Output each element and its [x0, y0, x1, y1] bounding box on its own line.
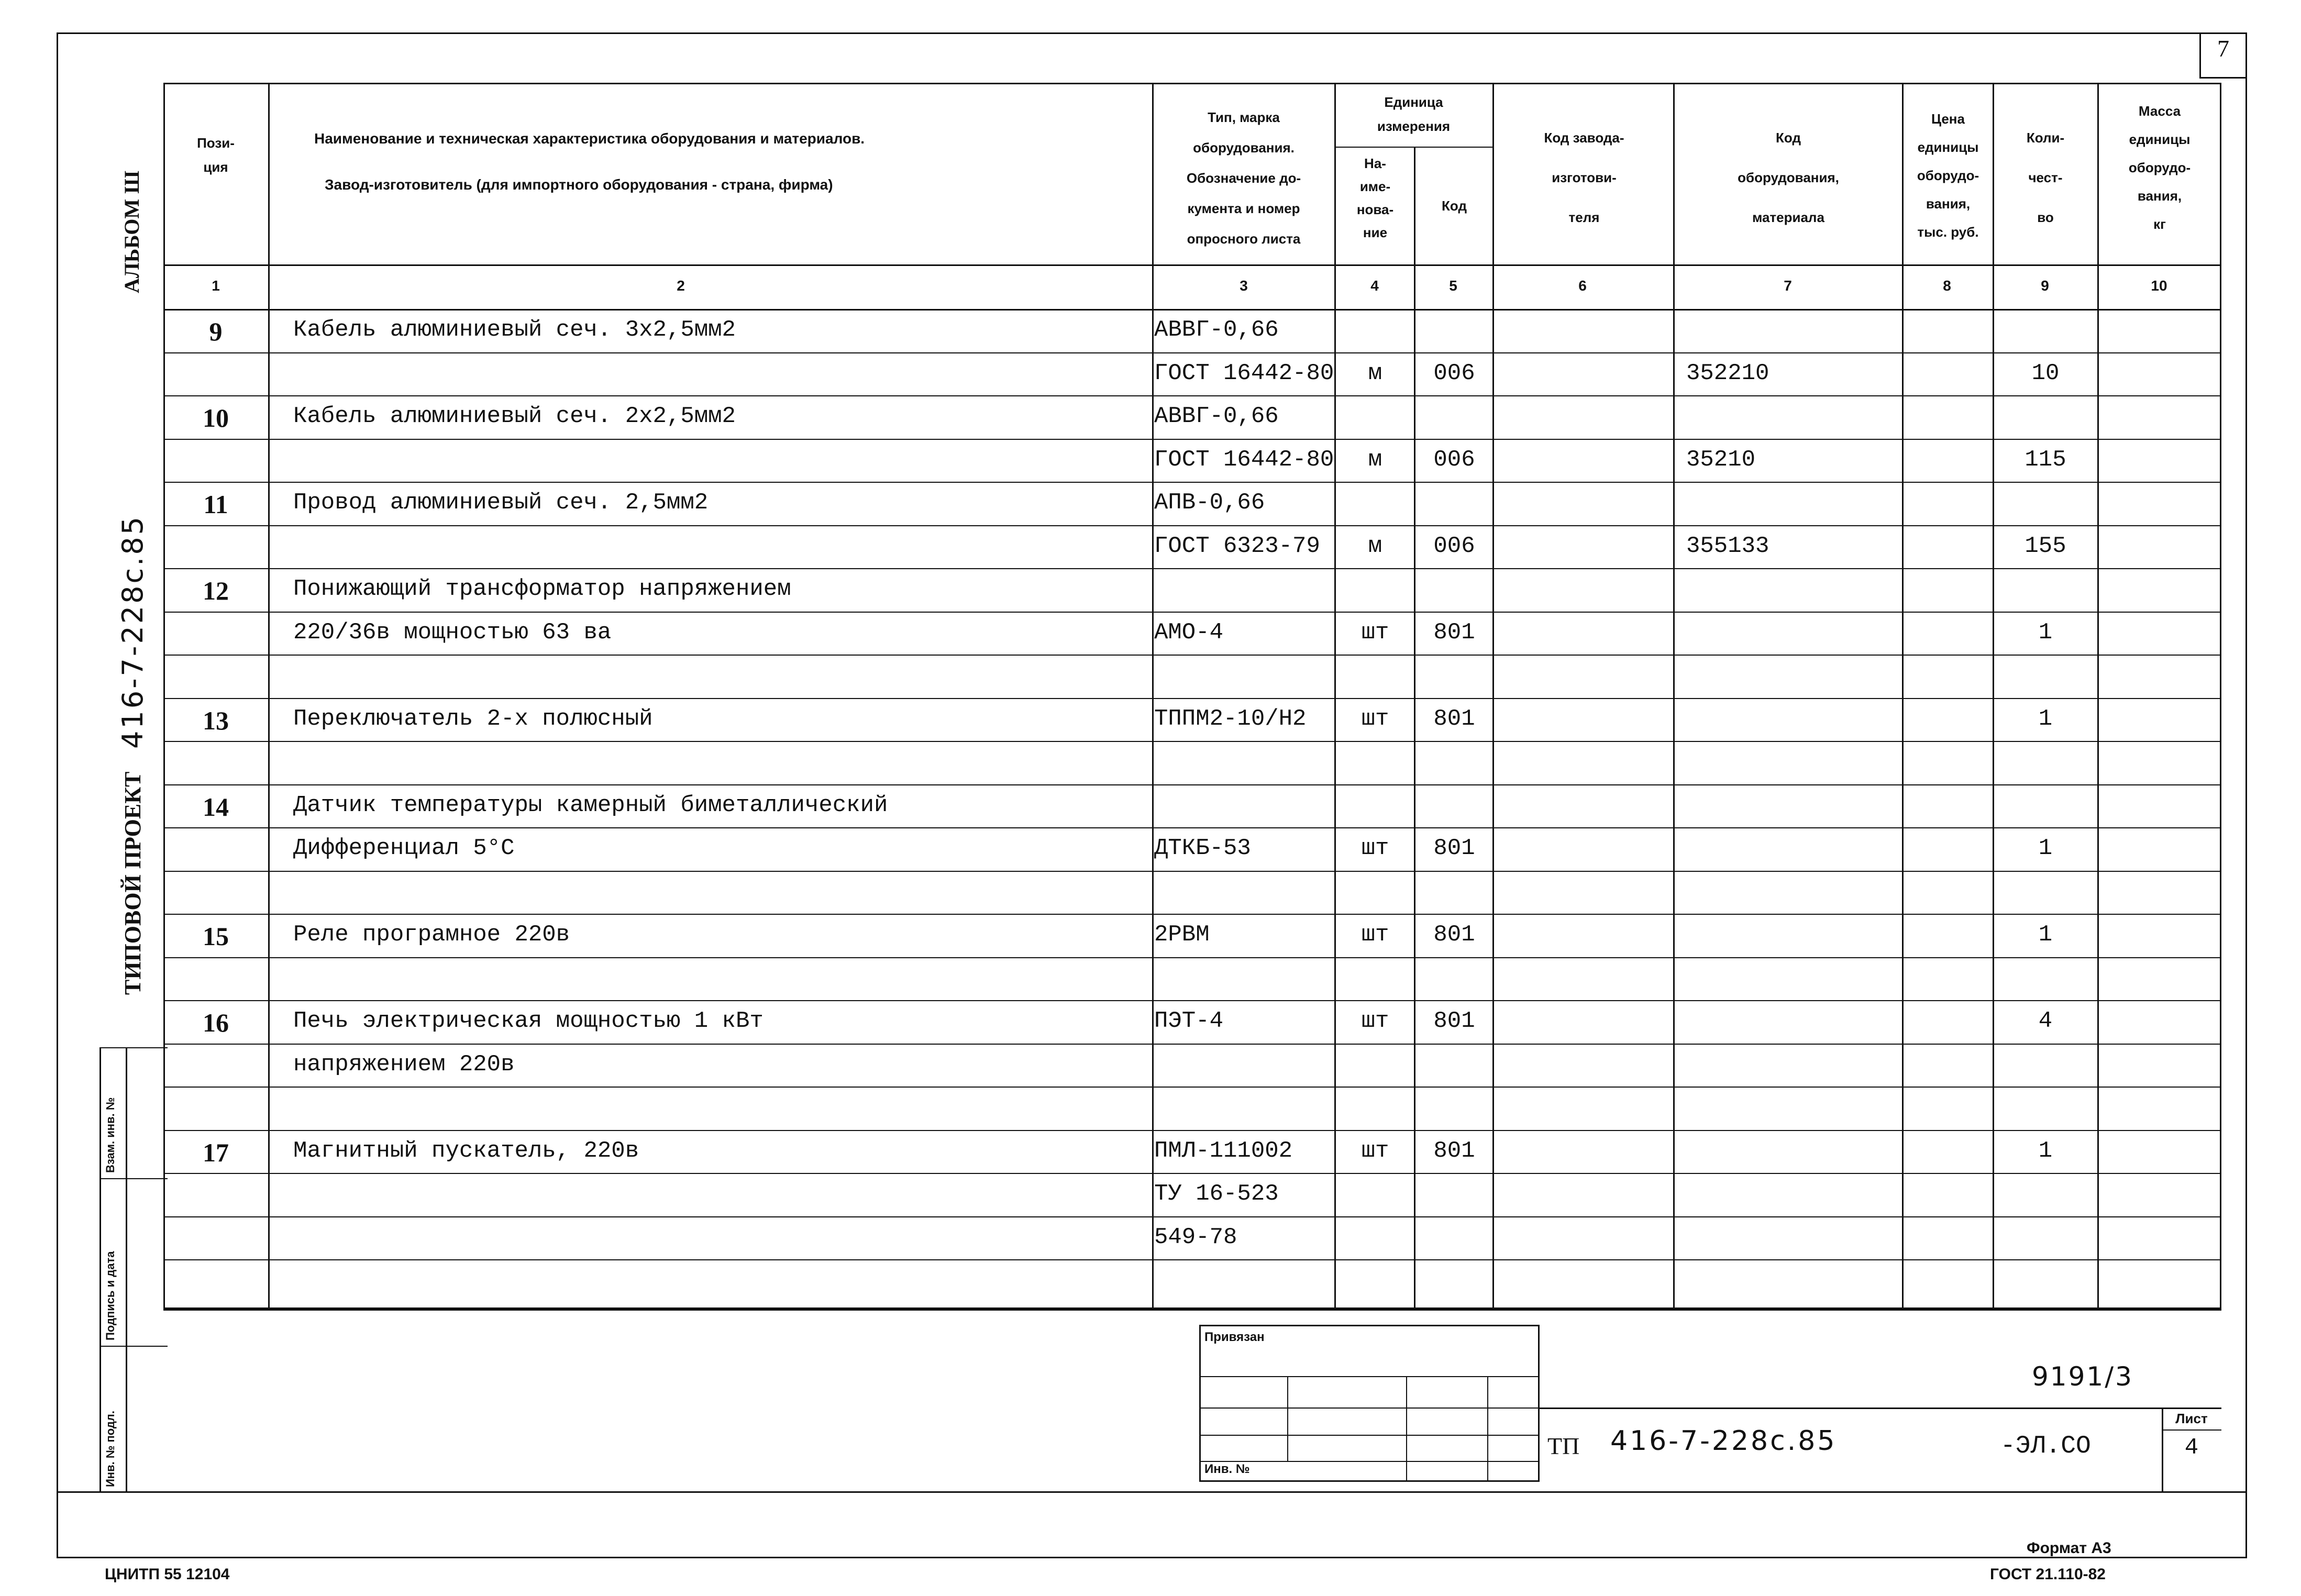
cell-type: ГОСТ 16442-80: [1154, 360, 1334, 386]
row-line: [163, 1259, 2221, 1260]
cell-quantity: 4: [2038, 1008, 2053, 1034]
col-line: [268, 83, 270, 1309]
privyazan-col: [1406, 1376, 1407, 1482]
row-line: [163, 1173, 2221, 1174]
header-unit-code: Код: [1442, 198, 1467, 214]
cell-unit-code: 006: [1433, 360, 1475, 386]
cell-type: АМО-4: [1154, 619, 1224, 646]
cell-material-code: 35210: [1686, 446, 1756, 473]
cell-quantity: 1: [2038, 1137, 2053, 1164]
colnum-10: 10: [2151, 278, 2167, 294]
project-type: ТИПОВОЙ ПРОЕКТ: [120, 771, 146, 995]
list-label: Лист: [2175, 1411, 2208, 1426]
privyazan-box: [1199, 1325, 1540, 1482]
cell-name: Дифференциал 5°С: [293, 835, 515, 861]
title-suffix: -ЭЛ.СО: [2000, 1432, 2091, 1460]
col-line: [1492, 83, 1494, 1309]
row-line: [163, 914, 2221, 915]
header-unit-group: Единица измерения: [1377, 94, 1451, 134]
col-line: [1993, 83, 1994, 1309]
cell-unit: м: [1368, 360, 1382, 386]
side-strip-line: [99, 1047, 101, 1491]
cell-position: 11: [203, 490, 228, 519]
row-line: [163, 957, 2221, 958]
album-label: АЛЬБОМ Ш: [120, 170, 143, 293]
side-project-code: 416-7-228с.85: [116, 514, 149, 749]
colnum-9: 9: [2041, 278, 2049, 294]
row-line: [163, 1087, 2221, 1088]
cell-type: ПЭТ-4: [1154, 1008, 1224, 1034]
row-line: [163, 612, 2221, 613]
cell-position: 17: [203, 1137, 229, 1167]
stamp-label-podpis: Подпись и дата: [104, 1251, 117, 1340]
col-line: [1414, 147, 1415, 1309]
cell-position: 10: [203, 403, 229, 433]
cell-quantity: 1: [2038, 705, 2053, 732]
header-position: Пози- ция: [197, 135, 235, 175]
row-line: [163, 698, 2221, 699]
cell-name: Магнитный пускатель, 220в: [293, 1137, 639, 1164]
cell-type: ТППМ2-10/Н2: [1154, 705, 1307, 732]
tp-label: ТП: [1547, 1433, 1580, 1459]
cell-name: Реле програмное 220в: [293, 922, 570, 948]
cell-unit: шт: [1361, 619, 1389, 646]
col-line: [1152, 83, 1154, 1309]
privyazan-line: [1199, 1407, 1540, 1409]
cell-unit-code: 006: [1433, 446, 1475, 473]
cell-unit-code: 801: [1433, 922, 1475, 948]
cell-position: 9: [209, 317, 223, 346]
cell-type: АПВ-0,66: [1154, 490, 1265, 516]
header-unit-name: На- име- нова- ние: [1356, 156, 1394, 240]
privyazan-col: [1287, 1376, 1288, 1461]
privyazan-line: [1199, 1376, 1540, 1377]
header-name-line1: Наименование и техническая характеристика оборудования и материалов.: [314, 130, 865, 147]
row-line: [163, 784, 2221, 785]
row-line: [163, 1216, 2221, 1217]
cell-position: 16: [203, 1008, 229, 1037]
cell-position: 14: [203, 792, 229, 822]
cell-unit-code: 801: [1433, 1008, 1475, 1034]
cell-quantity: 1: [2038, 922, 2053, 948]
footer-left: ЦНИТП 55 12104: [105, 1566, 230, 1583]
header-price: Цена единицы оборудо- вания, тыс. руб.: [1917, 111, 1979, 240]
cell-name: Переключатель 2-х полюсный: [293, 705, 653, 732]
cell-unit: шт: [1361, 922, 1389, 948]
cell-position: 13: [203, 705, 229, 735]
unit-group-divider: [1334, 147, 1492, 148]
cell-type: ПМЛ-111002: [1154, 1137, 1293, 1164]
row-line: [163, 439, 2221, 440]
cell-name: напряжением 220в: [293, 1051, 515, 1078]
header-factory-code: Код завода- изготови- теля: [1544, 130, 1624, 225]
footer-format: Формат А3: [2027, 1539, 2111, 1557]
col-line: [1902, 83, 1904, 1309]
page-number: 7: [2217, 35, 2229, 62]
cell-unit-code: 801: [1433, 835, 1475, 861]
colnum-6: 6: [1578, 278, 1587, 294]
cell-type: АВВГ-0,66: [1154, 403, 1279, 429]
privyazan-col: [1487, 1376, 1488, 1482]
row-line: [163, 827, 2221, 828]
cell-position: 15: [203, 922, 229, 951]
cell-unit-code: 801: [1433, 705, 1475, 732]
cell-unit: м: [1368, 446, 1382, 473]
row-line: [163, 568, 2221, 569]
cell-name: Провод алюминиевый сеч. 2,5мм2: [293, 490, 709, 516]
archive-number: 9191/3: [2032, 1361, 2133, 1392]
side-strip-div: [99, 1346, 168, 1347]
footer-gost: ГОСТ 21.110-82: [1990, 1566, 2106, 1583]
side-strip-line-2: [126, 1047, 127, 1491]
header-equipment-code: Код оборудования, материала: [1738, 130, 1839, 225]
header-type: Тип, марка оборудования. Обозначение до- кумента и номер опросного листа: [1186, 109, 1301, 247]
colnum-5: 5: [1449, 278, 1457, 294]
header-name-line2: Завод-изготовитель (для импортного оборудования - страна, фирма): [325, 176, 833, 193]
cell-unit: шт: [1361, 1137, 1389, 1164]
row-line: [163, 352, 2221, 353]
row-line: [163, 1044, 2221, 1045]
row-line: [163, 871, 2221, 872]
cell-unit: шт: [1361, 705, 1389, 732]
cell-name: Датчик температуры камерный биметаллический: [293, 792, 888, 818]
cell-unit-code: 006: [1433, 533, 1475, 559]
cell-unit: шт: [1361, 1008, 1389, 1034]
row-line: [163, 655, 2221, 656]
cell-quantity: 115: [2025, 446, 2066, 473]
col-line: [1334, 83, 1336, 1309]
row-line: [163, 1130, 2221, 1131]
cell-type: ДТКБ-53: [1154, 835, 1251, 861]
cell-type: АВВГ-0,66: [1154, 317, 1279, 343]
cell-name: 220/36в мощностью 63 ва: [293, 619, 612, 646]
cell-type: 549-78: [1154, 1224, 1237, 1250]
cell-unit-code: 801: [1433, 1137, 1475, 1164]
row-line: [163, 482, 2221, 483]
stamp-label-inv: Инв. № подл.: [104, 1411, 117, 1487]
colnum-8: 8: [1943, 278, 1951, 294]
stamp-label-vzam: Взам. инв. №: [104, 1097, 117, 1173]
stamp-top: [163, 1309, 2221, 1311]
privyazan-line: [1199, 1461, 1540, 1462]
title-project-code: 416-7-228с.85: [1610, 1425, 1837, 1457]
cell-quantity: 1: [2038, 619, 2053, 646]
cell-unit: шт: [1361, 835, 1389, 861]
colnum-2: 2: [677, 278, 685, 294]
cell-material-code: 355133: [1686, 533, 1769, 559]
list-number: 4: [2184, 1435, 2199, 1461]
cell-name: Кабель алюминиевый сеч. 2х2,5мм2: [293, 403, 736, 429]
cell-type: ГОСТ 16442-80: [1154, 446, 1334, 473]
list-label-sep: [2162, 1429, 2221, 1431]
cell-quantity: 10: [2031, 360, 2060, 386]
col-line: [1673, 83, 1675, 1309]
title-block-top: [1540, 1407, 2221, 1409]
cell-unit-code: 801: [1433, 619, 1475, 646]
colnum-1: 1: [212, 278, 220, 294]
cell-type: 2РВМ: [1154, 922, 1210, 948]
row-line: [163, 1000, 2221, 1001]
inv-no-label: Инв. №: [1204, 1462, 1250, 1476]
cell-name: Понижающий трансформатор напряжением: [293, 576, 791, 602]
cell-quantity: 1: [2038, 835, 2053, 861]
cell-position: 12: [203, 576, 229, 605]
bottom-rule: [57, 1491, 2247, 1493]
side-strip-div: [99, 1047, 168, 1048]
row-line: [163, 741, 2221, 742]
spec-table: [163, 83, 2221, 1309]
header-bottom: [163, 264, 2221, 266]
colnum-7: 7: [1784, 278, 1792, 294]
cell-type: ТУ 16-523: [1154, 1181, 1279, 1207]
privyazan-label: Привязан: [1204, 1330, 1265, 1344]
cell-type: ГОСТ 6323-79: [1154, 533, 1320, 559]
side-strip-div: [99, 1178, 168, 1179]
col-line: [2097, 83, 2099, 1309]
colnum-4: 4: [1370, 278, 1379, 294]
row-line: [163, 395, 2221, 396]
cell-unit: м: [1368, 533, 1382, 559]
header-mass: Масса единицы оборудо- вания, кг: [2128, 103, 2191, 232]
cell-quantity: 155: [2025, 533, 2066, 559]
cell-name: Печь электрическая мощностью 1 кВт: [293, 1008, 764, 1034]
privyazan-line: [1199, 1435, 1540, 1436]
colnum-bottom: [163, 309, 2221, 311]
header-quantity: Коли- чест- во: [2026, 130, 2065, 225]
colnum-3: 3: [1240, 278, 1248, 294]
row-line: [163, 525, 2221, 526]
cell-name: Кабель алюминиевый сеч. 3х2,5мм2: [293, 317, 736, 343]
cell-material-code: 352210: [1686, 360, 1769, 386]
